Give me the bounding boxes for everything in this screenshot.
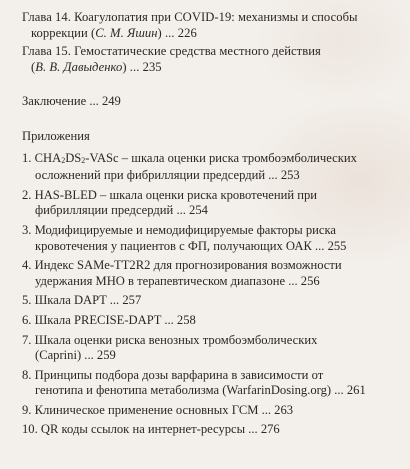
appendix-item-4-line1: 4. Индекс SAMe-TT2R2 для прогнозирования возможности [22,258,342,273]
appendix-item-10 [22,422,400,438]
appendix-item-3-line2: кровотечения у пациентов с ФП, получающих ОАК ... 255 [35,238,347,253]
chapter-15-page: ) ... 235 [122,59,162,74]
appendix-item-2-line2: фибрилляции предсердий ... 254 [35,203,208,218]
appendix-item-1-suffix: -VASc – шкала оценки риска тромбоэмболических [85,150,357,165]
appendix-heading: Приложения [22,128,90,143]
appendix-item-4-line2: удержания МНО в терапевтическом диапазоне ... 256 [35,273,320,288]
chapter-15-title: Глава 15. Гемостатические средства местного действия [22,44,321,59]
appendix-item-1-prefix: 1. CHA [22,150,62,165]
appendix-item-1-sub-a: 2 [61,155,66,165]
appendix-item-1-line2: осложнений при фибрилляции предсердий ... 253 [35,168,300,183]
chapter-list [22,10,400,75]
appendix-item-1-sub-b: 2 [81,155,86,165]
appendix-item-7-line2: (Caprini) ... 259 [35,348,116,363]
chapter-entry-15 [22,44,400,75]
appendix-item-3-line1: 3. Модифицируемые и немодифицируемые факторы риска [22,222,337,237]
chapter-14-prefix: коррекции ( [31,25,96,40]
appendix-item-1-mid: DS [65,150,82,165]
appendix-item-3 [22,223,400,254]
appendix-item-9 [22,403,400,419]
chapter-14-page: ) ... 226 [157,25,197,40]
appendix-item-6-line1: 6. Шкала PRECISE-DAPT ... 258 [22,312,196,327]
appendix-item-8-line2: генотипа и фенотипа метаболизма (WarfarinDosing.org) ... 261 [35,383,366,398]
chapter-15-continuation [22,60,400,76]
appendix-item-6 [22,313,400,329]
appendix-item-9-line1: 9. Клиническое применение основных ГСМ ... 263 [22,402,294,417]
appendix-item-10-line1: 10. QR коды ссылок на интернет-ресурсы ... 276 [22,422,280,437]
conclusion-entry: Заключение ... 249 [22,94,121,109]
appendix-item-1 [22,151,400,184]
appendix-item-5 [22,293,400,309]
chapter-15-prefix: ( [31,59,36,74]
appendix-item-5-line1: 5. Шкала DAPT ... 257 [22,293,142,308]
appendix-item-8-line1: 8. Принципы подбора дозы варфарина в зависимости от [22,367,324,382]
chapter-14-title: Глава 14. Коагулопатия при COVID-19: механизмы и способы [22,10,358,24]
chapter-entry-14 [22,10,400,41]
appendix-item-8 [22,368,400,399]
appendix-item-2 [22,188,400,219]
chapter-14-continuation [22,26,400,42]
appendix-item-1-line1 [22,151,357,165]
appendix-item-2-line1: 2. HAS-BLED – шкала оценки риска кровотечений при [22,187,318,202]
appendix-item-4 [22,258,400,289]
appendix-list [22,151,400,439]
appendix-item-7 [22,333,400,364]
appendix-item-7-line1: 7. Шкала оценки риска венозных тромбоэмболических [22,332,318,347]
chapter-14-authors: С. М. Яшин [95,25,158,40]
chapter-15-authors: В. В. Давыденко [35,59,123,74]
